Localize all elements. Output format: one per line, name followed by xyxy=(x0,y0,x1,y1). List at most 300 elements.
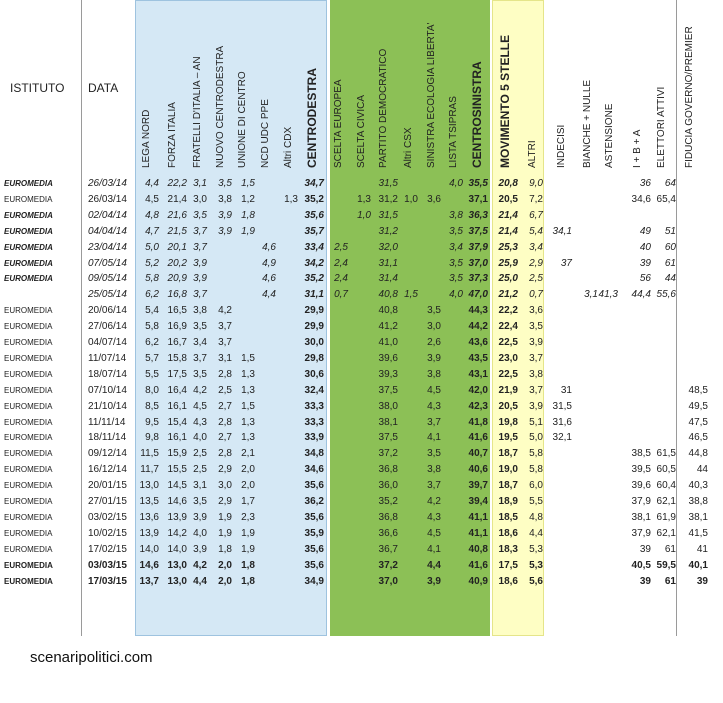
value-centrodestra: 32,4 xyxy=(304,384,324,396)
value-sel: 4,1 xyxy=(427,432,441,444)
istituto-cell: EUROMEDIA xyxy=(4,179,53,188)
date-cell: 20/01/15 xyxy=(88,480,127,492)
value-tsipras: 3,5 xyxy=(449,225,463,237)
istituto-cell: EUROMEDIA xyxy=(4,497,53,506)
value-centrosinistra: 37,0 xyxy=(468,257,488,269)
value-centrodestra: 29,9 xyxy=(304,321,324,333)
date-cell: 11/07/14 xyxy=(88,352,127,364)
value-centrosinistra: 36,3 xyxy=(468,209,488,221)
value-sel: 2,6 xyxy=(427,337,441,348)
istituto-cell: EUROMEDIA xyxy=(4,194,53,204)
value-altri: 4,8 xyxy=(529,511,543,523)
value-fdi: 3,8 xyxy=(193,305,207,317)
value-fiducia: 38,1 xyxy=(688,511,708,523)
value-pd: 31,1 xyxy=(378,257,398,269)
value-pd: 37,2 xyxy=(378,448,398,460)
value-altri: 3,8 xyxy=(529,368,543,380)
istituto-cell: EUROMEDIA xyxy=(4,417,53,427)
header-ncd-udc: NCD UDC PPE xyxy=(260,99,271,168)
value-elettori: 59,5 xyxy=(656,559,676,571)
date-cell: 11/11/14 xyxy=(88,416,126,428)
value-tsipras: 4,0 xyxy=(449,289,463,301)
value-centrodestra: 33,3 xyxy=(304,416,324,428)
date-cell: 17/03/15 xyxy=(88,575,127,587)
value-ibA: 56 xyxy=(639,273,651,285)
value-sel: 3,8 xyxy=(427,368,441,380)
value-centrosinistra: 37,1 xyxy=(468,193,488,205)
value-ncd: 3,9 xyxy=(218,209,232,221)
header-data: DATA xyxy=(88,81,119,95)
istituto-cell: EUROMEDIA xyxy=(4,226,53,236)
value-altri: 5,0 xyxy=(529,432,543,444)
value-m5s: 18,7 xyxy=(498,448,518,460)
value-fiducia: 47,5 xyxy=(688,416,708,428)
value-elettori: 62,1 xyxy=(656,527,676,539)
value-fdi: 3,0 xyxy=(193,193,207,205)
value-elettori: 61,5 xyxy=(656,448,676,460)
istituto-cell: EUROMEDIA xyxy=(4,560,53,570)
value-m5s: 19,5 xyxy=(498,432,518,444)
header-forza-italia: FORZA ITALIA xyxy=(167,102,178,168)
value-forza-italia: 14,2 xyxy=(167,527,187,539)
value-lega-nord: 4,7 xyxy=(145,225,159,237)
value-altri: 5,6 xyxy=(529,575,543,587)
value-m5s: 18,3 xyxy=(498,543,518,555)
value-pd: 38,0 xyxy=(378,400,398,412)
value-m5s: 19,0 xyxy=(498,464,518,476)
date-cell: 07/05/14 xyxy=(88,257,127,269)
header-lega-nord: LEGA NORD xyxy=(141,109,152,168)
value-m5s: 23,0 xyxy=(498,352,518,364)
value-lega-nord: 13,6 xyxy=(139,511,159,523)
value-centrosinistra: 41,6 xyxy=(468,559,488,571)
istituto-cell: EUROMEDIA xyxy=(4,512,53,522)
value-fiducia: 49,5 xyxy=(688,400,708,412)
value-fdi: 4,2 xyxy=(193,384,207,396)
value-m5s: 20,5 xyxy=(498,193,518,205)
value-tsipras: 3,5 xyxy=(449,257,463,269)
value-udc: 1,5 xyxy=(241,352,255,364)
value-lega-nord: 9,5 xyxy=(145,416,159,428)
istituto-cell: EUROMEDIA xyxy=(4,353,53,363)
istituto-cell: EUROMEDIA xyxy=(4,258,53,268)
value-fdi: 2,5 xyxy=(193,448,207,460)
value-lega-nord: 5,5 xyxy=(145,368,159,380)
value-tsipras: 3,4 xyxy=(449,241,463,253)
value-centrodestra: 33,9 xyxy=(304,432,324,444)
value-centrosinistra: 39,4 xyxy=(468,496,488,507)
value-m5s: 22,5 xyxy=(498,368,518,380)
value-m5s: 18,9 xyxy=(498,496,518,507)
value-ibA: 44,4 xyxy=(631,289,651,301)
istituto-cell: EUROMEDIA xyxy=(4,338,53,347)
value-centrodestra: 35,9 xyxy=(304,527,324,539)
value-pd: 37,2 xyxy=(378,559,398,571)
value-fdi: 3,9 xyxy=(193,543,207,555)
istituto-cell: EUROMEDIA xyxy=(4,401,53,411)
value-ibA: 39,6 xyxy=(631,480,651,492)
date-cell: 27/06/14 xyxy=(88,321,127,333)
value-centrosinistra: 40,9 xyxy=(468,575,488,587)
value-centrodestra: 35,6 xyxy=(304,480,324,492)
value-centrodestra: 31,1 xyxy=(304,289,324,301)
value-altri: 7,2 xyxy=(529,193,543,205)
date-cell: 02/04/14 xyxy=(88,209,127,221)
value-fdi: 4,0 xyxy=(193,432,207,444)
value-elettori: 60 xyxy=(664,241,676,253)
value-lega-nord: 5,2 xyxy=(145,257,159,269)
istituto-cell: EUROMEDIA xyxy=(4,481,53,491)
header-scelta-europea: SCELTA EUROPEA xyxy=(333,79,344,168)
value-lega-nord: 14,0 xyxy=(139,543,159,555)
value-centrodestra: 29,8 xyxy=(304,352,324,364)
header-fiducia: FIDUCIA GOVERNO/PREMIER xyxy=(684,26,695,168)
value-pd: 31,5 xyxy=(378,178,398,189)
date-cell: 27/01/15 xyxy=(88,496,127,507)
value-fdi: 3,9 xyxy=(193,273,207,285)
value-m5s: 18,5 xyxy=(498,511,518,523)
value-fiducia: 48,5 xyxy=(688,384,708,396)
date-cell: 21/10/14 xyxy=(88,400,127,412)
value-centrosinistra: 41,8 xyxy=(468,416,488,428)
value-ncd: 1,9 xyxy=(218,511,232,523)
value-pd: 31,2 xyxy=(378,225,398,237)
value-lega-nord: 5,7 xyxy=(145,352,159,364)
value-centrodestra: 34,7 xyxy=(304,178,324,189)
value-centrosinistra: 42,0 xyxy=(468,384,488,396)
value-forza-italia: 15,9 xyxy=(167,448,187,460)
value-lega-nord: 8,0 xyxy=(145,384,159,396)
value-udc: 1,8 xyxy=(241,575,255,587)
header-altri-cdx: Altri CDX xyxy=(283,126,294,168)
value-indecisi: 31 xyxy=(560,384,572,396)
value-udc: 1,3 xyxy=(241,432,255,444)
value-altri-cdx: 1,3 xyxy=(284,193,298,205)
value-fiducia: 39 xyxy=(696,575,708,587)
value-forza-italia: 16,8 xyxy=(167,289,187,301)
value-centrosinistra: 37,3 xyxy=(468,273,488,285)
value-indecisi: 37 xyxy=(560,257,572,269)
value-m5s: 17,5 xyxy=(498,559,518,571)
value-ibA: 49 xyxy=(639,225,651,237)
value-udc: 1,8 xyxy=(241,559,255,571)
value-altri: 2,5 xyxy=(529,273,543,285)
value-ncd: 2,8 xyxy=(218,368,232,380)
istituto-cell: EUROMEDIA xyxy=(4,210,53,220)
value-forza-italia: 16,7 xyxy=(167,337,187,348)
header-ncd: NUOVO CENTRODESTRA xyxy=(215,45,226,168)
value-pd: 36,0 xyxy=(378,480,398,492)
value-ibA: 38,5 xyxy=(631,448,651,460)
value-altri: 4,4 xyxy=(529,527,543,539)
value-centrodestra: 29,9 xyxy=(304,305,324,317)
value-centrosinistra: 39,7 xyxy=(468,480,488,492)
date-cell: 20/06/14 xyxy=(88,305,127,317)
value-ibA: 37,9 xyxy=(631,496,651,507)
header-indecisi: INDECISI xyxy=(556,124,567,168)
value-altri: 5,3 xyxy=(529,559,543,571)
value-ncd: 3,9 xyxy=(218,225,232,237)
value-centrosinistra: 44,3 xyxy=(468,305,488,317)
istituto-cell: EUROMEDIA xyxy=(4,465,53,475)
date-cell: 09/05/14 xyxy=(88,273,127,285)
value-centrodestra: 30,6 xyxy=(304,368,324,380)
value-elettori: 51 xyxy=(664,225,676,237)
value-lega-nord: 13,5 xyxy=(139,496,159,507)
value-pd: 39,3 xyxy=(378,368,398,380)
value-m5s: 25,3 xyxy=(498,241,518,253)
value-udc: 2,3 xyxy=(241,511,255,523)
value-centrosinistra: 40,7 xyxy=(468,448,488,460)
value-pd: 36,8 xyxy=(378,464,398,476)
date-cell: 16/12/14 xyxy=(88,464,127,476)
value-pd: 31,2 xyxy=(378,193,398,205)
value-elettori: 61,9 xyxy=(656,511,676,523)
value-lega-nord: 4,4 xyxy=(145,178,159,189)
value-m5s: 25,9 xyxy=(498,257,518,269)
value-forza-italia: 22,2 xyxy=(167,178,187,189)
value-altri: 3,9 xyxy=(529,337,543,348)
value-udc: 1,3 xyxy=(241,384,255,396)
value-bianche: 3,1 xyxy=(584,289,598,301)
value-centrodestra: 34,6 xyxy=(304,464,324,476)
value-ncd: 2,0 xyxy=(218,559,232,571)
value-indecisi: 31,6 xyxy=(552,416,572,428)
value-scelta-europea: 2,4 xyxy=(334,273,348,285)
value-elettori: 61 xyxy=(664,575,676,587)
istituto-cell: EUROMEDIA xyxy=(4,576,53,586)
value-centrosinistra: 43,5 xyxy=(468,352,488,364)
istituto-cell: EUROMEDIA xyxy=(4,433,53,443)
date-cell: 03/02/15 xyxy=(88,511,127,523)
header-tsipras: LISTA TSIPRAS xyxy=(448,96,459,168)
header-ibA: I + B + A xyxy=(632,129,643,168)
value-pd: 40,8 xyxy=(378,305,398,317)
value-altri: 5,8 xyxy=(529,448,543,460)
value-fdi: 3,7 xyxy=(193,352,207,364)
value-ncd-udc: 4,6 xyxy=(262,273,276,285)
value-fdi: 4,5 xyxy=(193,400,207,412)
value-elettori: 65,4 xyxy=(656,193,676,205)
date-cell: 25/05/14 xyxy=(88,289,127,301)
value-lega-nord: 4,5 xyxy=(145,193,159,205)
value-pd: 35,2 xyxy=(378,496,398,507)
header-m5s: MOVIMENTO 5 STELLE xyxy=(498,34,512,168)
value-altri: 6,0 xyxy=(529,480,543,492)
value-lega-nord: 9,8 xyxy=(145,432,159,444)
value-lega-nord: 6,2 xyxy=(145,289,159,301)
value-lega-nord: 11,5 xyxy=(140,448,159,460)
value-udc: 1,5 xyxy=(241,400,255,412)
value-centrodestra: 35,2 xyxy=(304,193,324,205)
istituto-cell: EUROMEDIA xyxy=(4,306,53,316)
header-altri: ALTRI xyxy=(527,140,538,168)
value-centrodestra: 35,6 xyxy=(304,559,324,571)
value-udc: 1,2 xyxy=(241,193,255,205)
value-ncd: 2,7 xyxy=(218,432,232,444)
value-fdi: 4,3 xyxy=(193,416,207,428)
value-forza-italia: 20,9 xyxy=(167,273,187,285)
value-sel: 3,5 xyxy=(427,305,441,317)
value-m5s: 18,6 xyxy=(498,575,518,587)
value-forza-italia: 15,8 xyxy=(167,352,187,364)
value-scelta-civica: 1,0 xyxy=(357,209,371,221)
value-lega-nord: 5,8 xyxy=(145,273,159,285)
value-udc: 2,1 xyxy=(241,448,255,460)
value-ncd: 2,9 xyxy=(218,464,232,476)
value-m5s: 18,6 xyxy=(498,527,518,539)
value-centrodestra: 34,9 xyxy=(304,575,324,587)
header-sel: SINISTRA ECOLOGIA LIBERTA' xyxy=(426,22,437,168)
value-ncd: 1,9 xyxy=(218,527,232,539)
value-ncd: 2,7 xyxy=(218,400,232,412)
value-fdi: 3,5 xyxy=(193,496,207,507)
value-pd: 37,5 xyxy=(378,384,398,396)
value-sel: 4,2 xyxy=(427,496,441,507)
value-lega-nord: 5,8 xyxy=(145,321,159,333)
value-elettori: 62,1 xyxy=(656,496,676,507)
value-ncd: 1,8 xyxy=(218,543,232,555)
value-forza-italia: 16,5 xyxy=(167,305,187,317)
value-sel: 4,5 xyxy=(427,384,441,396)
value-forza-italia: 15,4 xyxy=(167,416,187,428)
istituto-cell: EUROMEDIA xyxy=(4,449,53,459)
date-cell: 26/03/14 xyxy=(88,193,127,205)
value-fdi: 4,2 xyxy=(193,559,207,571)
value-altri: 9,0 xyxy=(529,178,543,189)
value-lega-nord: 5,0 xyxy=(145,241,159,253)
value-tsipras: 4,0 xyxy=(449,178,463,189)
value-altri: 6,7 xyxy=(529,209,543,221)
value-tsipras: 3,5 xyxy=(449,273,463,285)
value-fdi: 3,7 xyxy=(193,225,207,237)
value-ncd: 2,9 xyxy=(218,496,232,507)
value-indecisi: 32,1 xyxy=(552,432,572,444)
value-elettori: 61 xyxy=(664,543,676,555)
value-centrosinistra: 37,5 xyxy=(468,225,488,237)
value-ibA: 36 xyxy=(639,178,651,189)
value-ibA: 39 xyxy=(639,543,651,555)
date-cell: 18/11/14 xyxy=(88,432,127,444)
header-bianche: BIANCHE + NULLE xyxy=(582,79,593,168)
value-pd: 31,4 xyxy=(378,273,398,285)
value-forza-italia: 16,9 xyxy=(167,321,187,333)
value-centrosinistra: 43,1 xyxy=(468,368,488,380)
value-lega-nord: 13,9 xyxy=(139,527,159,539)
value-m5s: 20,5 xyxy=(498,400,518,412)
value-centrosinistra: 44,2 xyxy=(468,321,488,333)
value-udc: 2,0 xyxy=(241,480,255,492)
value-scelta-europea: 0,7 xyxy=(334,289,348,301)
value-sel: 4,5 xyxy=(427,527,441,539)
value-ncd: 2,8 xyxy=(218,416,232,428)
value-altri: 3,7 xyxy=(529,352,543,364)
value-m5s: 21,2 xyxy=(498,289,518,301)
value-forza-italia: 21,6 xyxy=(167,209,187,221)
value-lega-nord: 8,5 xyxy=(145,400,159,412)
value-altri-csx: 1,0 xyxy=(404,193,418,205)
value-m5s: 22,5 xyxy=(498,337,518,348)
value-m5s: 18,7 xyxy=(498,480,518,492)
value-fiducia: 44,8 xyxy=(688,448,708,460)
value-ncd: 2,8 xyxy=(218,448,232,460)
value-forza-italia: 15,5 xyxy=(167,464,187,476)
value-fdi: 3,5 xyxy=(193,321,207,333)
value-fdi: 3,7 xyxy=(193,289,207,301)
value-ibA: 39,5 xyxy=(631,464,651,476)
header-centrodestra: CENTRODESTRA xyxy=(305,67,319,168)
value-udc: 1,9 xyxy=(241,527,255,539)
value-pd: 41,0 xyxy=(378,337,398,348)
value-ibA: 39 xyxy=(639,575,651,587)
value-m5s: 22,4 xyxy=(498,321,518,333)
value-ncd: 3,0 xyxy=(218,480,232,492)
value-pd: 37,5 xyxy=(378,432,398,444)
value-centrodestra: 30,0 xyxy=(304,337,324,348)
value-ncd: 3,7 xyxy=(218,321,232,333)
value-fiducia: 44 xyxy=(696,464,708,476)
value-altri: 3,6 xyxy=(529,305,543,317)
value-pd: 37,0 xyxy=(378,575,398,587)
value-forza-italia: 17,5 xyxy=(167,368,187,380)
value-sel: 4,1 xyxy=(427,543,441,555)
value-fdi: 3,7 xyxy=(193,241,207,253)
value-scelta-europea: 2,5 xyxy=(334,241,348,253)
value-ncd: 3,5 xyxy=(218,178,232,189)
date-cell: 17/02/15 xyxy=(88,543,127,555)
date-cell: 26/03/14 xyxy=(88,178,127,189)
date-cell: 18/07/14 xyxy=(88,368,127,380)
value-sel: 4,4 xyxy=(427,559,441,571)
value-fdi: 3,1 xyxy=(193,480,207,492)
divider-left xyxy=(81,0,82,636)
value-forza-italia: 13,9 xyxy=(167,511,187,523)
value-m5s: 25,0 xyxy=(498,273,518,285)
value-centrosinistra: 47,0 xyxy=(468,289,488,301)
value-sel: 3,8 xyxy=(427,464,441,476)
value-ibA: 39 xyxy=(639,257,651,269)
header-elettori: ELETTORI ATTIVI xyxy=(656,86,667,168)
value-forza-italia: 20,1 xyxy=(167,241,187,253)
value-fiducia: 41 xyxy=(696,543,708,555)
value-elettori: 64 xyxy=(664,178,676,189)
header-pd: PARTITO DEMOCRATICO xyxy=(378,48,389,168)
value-ncd: 4,2 xyxy=(218,305,232,317)
value-udc: 1,3 xyxy=(241,368,255,380)
value-pd: 36,8 xyxy=(378,511,398,523)
istituto-cell: EUROMEDIA xyxy=(4,274,53,284)
value-fiducia: 40,3 xyxy=(688,480,708,492)
date-cell: 10/02/15 xyxy=(88,527,127,539)
value-centrodestra: 35,2 xyxy=(304,273,324,285)
value-fdi: 4,4 xyxy=(193,575,207,587)
value-altri: 5,4 xyxy=(529,225,543,237)
value-pd: 40,8 xyxy=(378,289,398,301)
value-forza-italia: 16,1 xyxy=(167,432,187,444)
value-centrosinistra: 37,9 xyxy=(468,241,488,253)
value-udc: 1,8 xyxy=(241,209,255,221)
value-altri: 5,3 xyxy=(529,543,543,555)
value-centrodestra: 35,6 xyxy=(304,511,324,523)
value-ncd: 3,7 xyxy=(218,337,232,348)
value-ncd-udc: 4,9 xyxy=(262,257,276,269)
value-forza-italia: 13,0 xyxy=(167,559,187,571)
value-forza-italia: 20,2 xyxy=(167,257,187,269)
date-cell: 04/04/14 xyxy=(88,225,127,237)
value-fdi: 2,5 xyxy=(193,464,207,476)
istituto-cell: EUROMEDIA xyxy=(4,369,53,379)
value-ibA: 40,5 xyxy=(631,559,651,571)
